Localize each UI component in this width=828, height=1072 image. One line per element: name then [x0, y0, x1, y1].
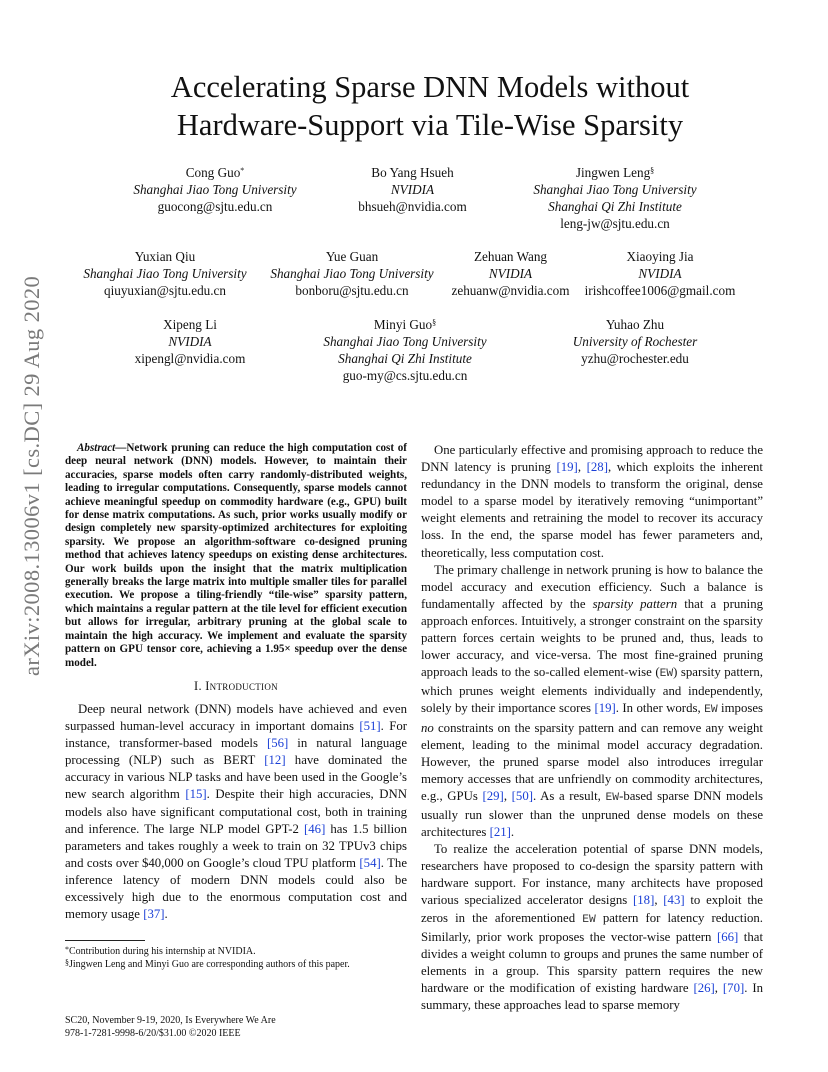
citation-link[interactable]: [66] [716, 929, 739, 944]
citation-link[interactable]: [56] [266, 736, 289, 751]
author-block [267, 248, 437, 299]
author-affiliation: NVIDIA [638, 266, 682, 281]
author-email: guo-my@cs.sjtu.edu.cn [342, 368, 468, 383]
author-email: xipengl@nvidia.com [134, 351, 246, 366]
author-affiliation: NVIDIA [488, 266, 533, 281]
title-line-2: Hardware-Support via Tile-Wise Sparsity [176, 108, 684, 142]
author-block [448, 248, 573, 299]
author-name: Yuhao Zhu [605, 317, 665, 332]
section-heading: I. Introduction [194, 678, 278, 693]
author-block [555, 316, 715, 367]
title-line-1: Accelerating Sparse DNN Models without [170, 70, 690, 104]
author-name: Cong Guo [185, 165, 241, 180]
author-affiliation: Shanghai Jiao Tong University [323, 334, 487, 349]
author-name: Xipeng Li [163, 317, 217, 332]
author-block [115, 164, 315, 215]
author-block [80, 248, 250, 299]
citation-link[interactable]: [29] [482, 788, 504, 803]
author-block [330, 164, 495, 215]
citation-link[interactable]: [15] [185, 787, 207, 802]
paragraph: To realize the acceleration potential of sparse DNN models, researchers have proposed to co-design the sparsity pattern with hardware support. For instance, many architects have proposed various specialized accelerator designs [18], [43] to exploit the zeros in the aforementioned EW pattern for latency reduction. Similarly, prior work proposes the vector-wise pattern [66] that divides a weight column to groups and prunes the same number of elements in a group. This sparsity pattern requires the new hardware or the modification of existing hardware [26], [70]. In summary, these approaches lead to sparse memory [421, 842, 764, 1012]
paper-title [60, 68, 800, 144]
citation-link[interactable]: [51] [359, 719, 381, 734]
author-email: guocong@sjtu.edu.cn [157, 199, 273, 214]
author-affiliation: NVIDIA [390, 182, 435, 197]
citation-link[interactable]: [19] [556, 460, 578, 475]
abstract-text: —Network pruning can reduce the high computation cost of deep neural network (DNN) models. However, to maintain their accuracies, sparse models often carry randomly-distributed weights, leading to irregular computations. Consequently, sparse models cannot achieve meaningful speedup on commodity hardware (e.g., GPU) built for dense matrix computations. As such, prior works usually modify or design completely new sparsity-optimized architectures for exploiting sparsity. We propose an algorithm-software co-designed pruning method that achieves latency speedups on existing dense architectures. Our work builds upon the insight that the matrix multiplication generally breaks the large matrix into multiple smaller tiles for parallel execution. We propose a tiling-friendly “tile-wise” sparsity pattern, which maintains a regular pattern at the tile level for efficient execution but allows for irregular, arbitrary pruning at the global scale to maintain the high accuracy. We implement and evaluate the sparsity pattern on GPU tensor core, achieving a 1.95× speedup over the dense model. [65, 442, 407, 669]
citation-link[interactable]: [50] [511, 788, 533, 803]
abstract-label: Abstract [77, 442, 116, 454]
footnote: §Jingwen Leng and Minyi Guo are corresponding authors of this paper. [65, 958, 350, 970]
author-name: Minyi Guo [373, 317, 433, 332]
author-email: leng-jw@sjtu.edu.cn [560, 216, 670, 231]
author-affiliation: Shanghai Jiao Tong University [270, 266, 434, 281]
author-name: Jingwen Leng [575, 165, 651, 180]
citation-link[interactable]: [43] [663, 893, 685, 908]
author-affiliation-2: Shanghai Qi Zhi Institute [338, 351, 472, 366]
footnote-divider [65, 940, 145, 941]
author-email: qiuyuxian@sjtu.edu.cn [103, 283, 227, 298]
author-block [312, 316, 498, 384]
footnote: *Contribution during his internship at NVIDIA. [65, 945, 256, 957]
left-column [65, 442, 407, 923]
citation-link[interactable]: [70] [722, 980, 745, 995]
citation-link[interactable]: [12] [264, 753, 286, 768]
citation-link[interactable]: [21] [489, 825, 511, 840]
citation-link[interactable]: [18] [633, 893, 655, 908]
citation-link[interactable]: [28] [586, 460, 608, 475]
author-email: yzhu@rochester.edu [581, 351, 689, 366]
author-mark: § [650, 166, 655, 175]
author-email: bhsueh@nvidia.com [358, 199, 467, 214]
author-block [515, 164, 715, 232]
right-column [421, 442, 763, 1014]
citation-link[interactable]: [26] [693, 980, 715, 995]
footnotes [65, 945, 407, 971]
author-email: irishcoffee1006@gmail.com [584, 283, 736, 298]
author-affiliation: University of Rochester [572, 334, 698, 349]
author-name: Yuxian Qiu [134, 249, 196, 264]
abstract [65, 442, 407, 670]
author-affiliation: Shanghai Jiao Tong University [533, 182, 697, 197]
author-block [575, 248, 745, 299]
author-name: Zehuan Wang [473, 249, 548, 264]
paragraph: One particularly effective and promising approach to reduce the DNN latency is pruning [19], [28], which exploits the inherent redundancy in the DNN models to transform the original, dense model to a sparse model by iteratively removing “unimportant” weight elements and retraining the model to recover its accuracy loss. In the end, the sparse model has fewer parameters and, theoretically, less computation cost. [421, 443, 763, 560]
author-mark: § [432, 318, 437, 327]
citation-link[interactable]: [37] [143, 907, 165, 922]
copyright-line: 978-1-7281-9998-6/20/$31.00 ©2020 IEEE [65, 1027, 241, 1039]
citation-link[interactable]: [46] [304, 821, 326, 836]
citation-link[interactable]: [19] [594, 701, 616, 716]
author-name: Yue Guan [325, 249, 379, 264]
author-email: zehuanw@nvidia.com [451, 283, 570, 298]
citation-link[interactable]: [54] [359, 855, 381, 870]
author-affiliation: NVIDIA [168, 334, 212, 349]
paragraph: Deep neural network (DNN) models have achieved and even surpassed human-level accuracy in important domains [51]. For instance, transformer-based models [56] in natural language processing (NLP) such as BERT [12] have dominated the accuracy in various NLP tasks and have been used in the Google’s new search algorithm [15]. Despite their high accuracies, DNN models also have significant computational cost, both in training and inference. The large NLP model GPT-2 [46] has 1.5 billion parameters and takes roughly a week to train on 32 TPUv3 chips and costs over $40,000 on Google’s cloud TPU platform [54]. The inference latency of modern DNN models could also be excessively high due to the enormous computation cost and memory usage [37]. [65, 702, 408, 922]
author-affiliation: Shanghai Jiao Tong University [83, 266, 247, 281]
author-affiliation: Shanghai Jiao Tong University [133, 182, 297, 197]
arxiv-stamp: arXiv:2008.13006v1 [cs.DC] 29 Aug 2020 [19, 275, 44, 676]
paragraph: The primary challenge in network pruning is how to balance the model accuracy and execution efficiency. Such a balance is fundamentally affected by the sparsity pattern that a pruning approach enforces. Intuitively, a stronger constraint on the sparsity pattern forces certain weights to be pruned and, thus, leads to lower accuracy, and vice-versa. The most fine-grained pruning approach leads to the so-called element-wise (EW) sparsity pattern, which prunes weight elements individually and independently, solely by their importance scores [19]. In other words, EW imposes no constraints on the sparsity pattern and can remove any weight element, leading to the minimal model accuracy degradation. However, the pruned sparse model also introduces irregular memory accesses that are unfriendly on commodity architectures, e.g., GPUs [29], [50]. As a result, EW-based sparse DNN models usually run slower than the unpruned dense models on these architectures [21]. [421, 562, 763, 840]
author-name: Bo Yang Hsueh [371, 165, 454, 180]
author-name: Xiaoying Jia [626, 249, 694, 264]
conference-info [65, 1015, 407, 1040]
author-email: bonboru@sjtu.edu.cn [295, 283, 409, 298]
conference-line: SC20, November 9-19, 2020, Is Everywhere We Are [65, 1015, 276, 1026]
author-block [115, 316, 265, 367]
author-mark: * [240, 166, 245, 175]
author-affiliation-2: Shanghai Qi Zhi Institute [548, 199, 682, 214]
